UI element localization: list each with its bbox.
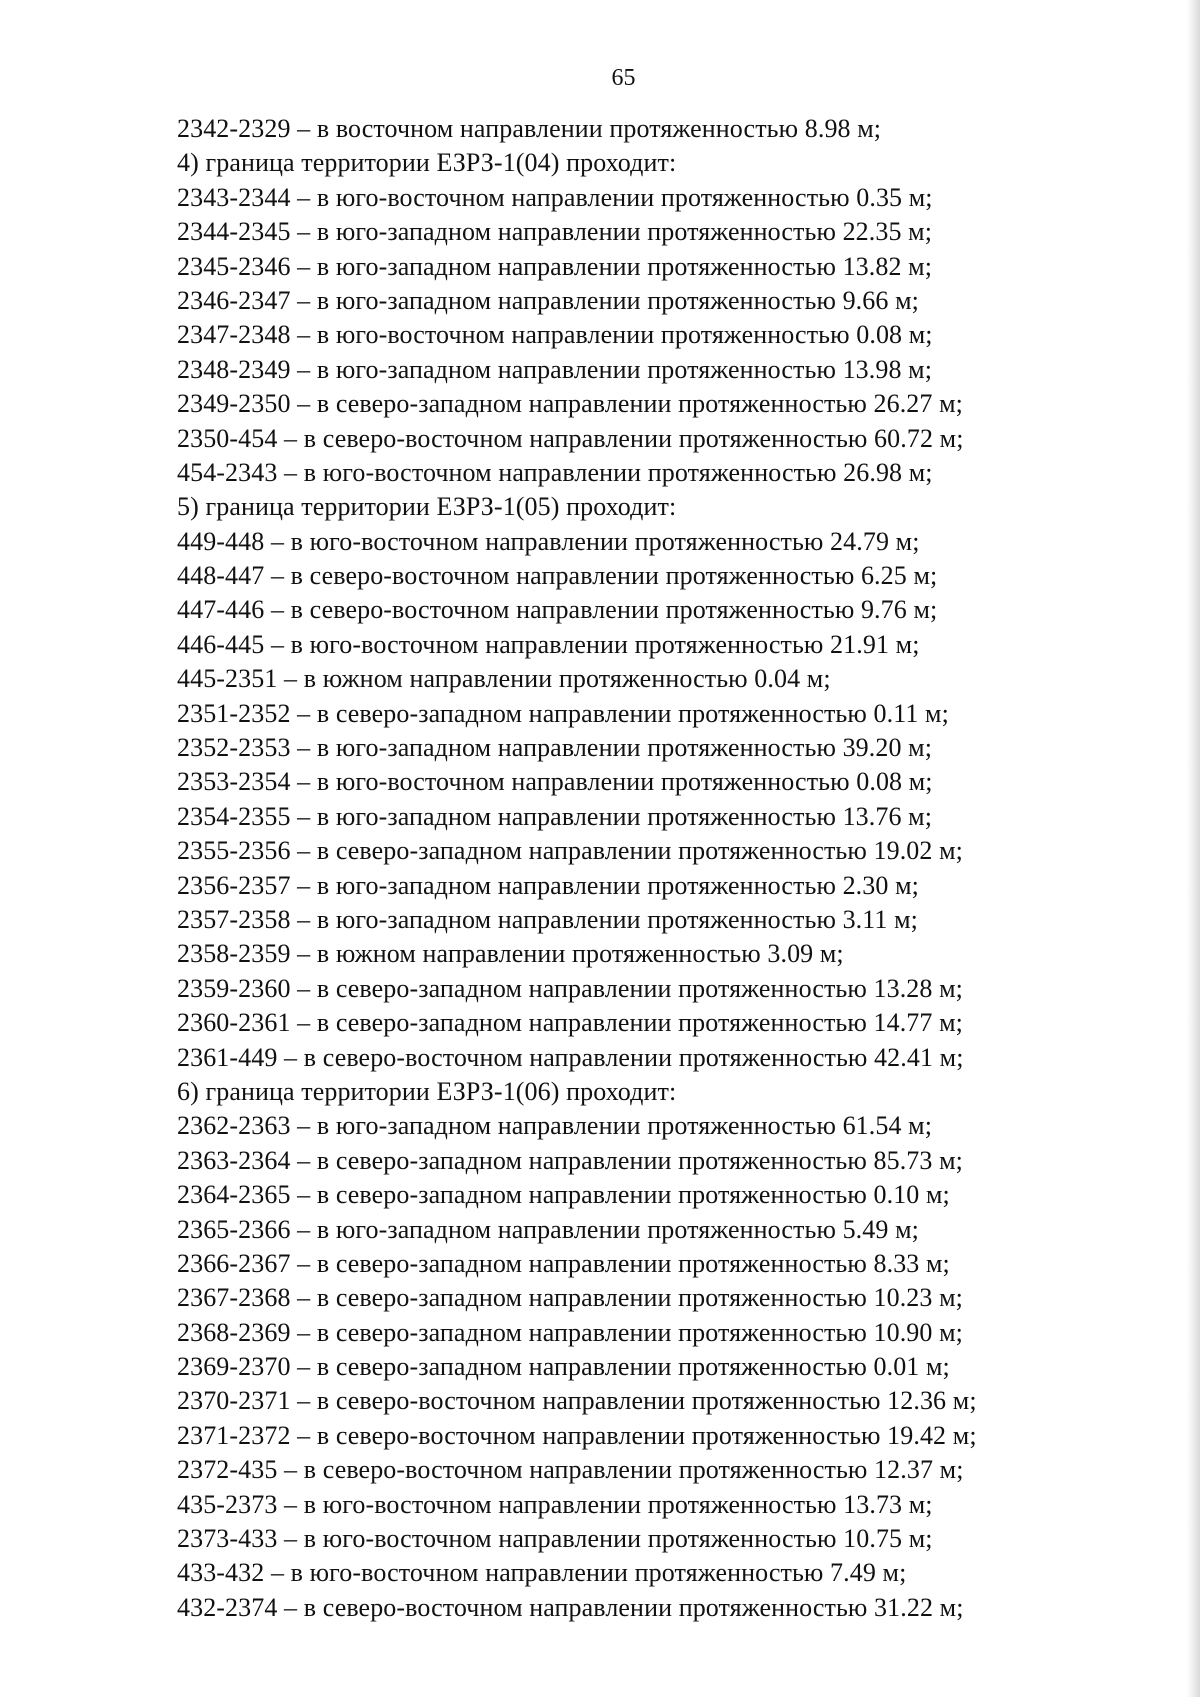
boundary-segment-line: 2344-2345 – в юго-западном направлении протяженностью 22.35 м; xyxy=(177,217,933,247)
boundary-segment-line: 2346-2347 – в юго-западном направлении протяженностью 9.66 м; xyxy=(177,285,919,315)
boundary-segment-line: 2356-2357 – в юго-западном направлении протяженностью 2.30 м; xyxy=(177,870,919,900)
boundary-segment-line: 454-2343 – в юго-восточном направлении протяженностью 26.98 м; xyxy=(177,457,933,487)
section-heading: 6) граница территории ЕЗРЗ-1(06) проходит: xyxy=(177,1076,677,1106)
boundary-segment-line: 2347-2348 – в юго-восточном направлении протяженностью 0.08 м; xyxy=(177,320,933,350)
boundary-segment-line: 2343-2344 – в юго-восточном направлении протяженностью 0.35 м; xyxy=(177,182,933,212)
boundary-segment-line: 2369-2370 – в северо-западном направлении протяженностью 0.01 м; xyxy=(177,1352,950,1382)
boundary-segment-line: 2355-2356 – в северо-западном направлении протяженностью 19.02 м; xyxy=(177,836,963,866)
scan-edge-shadow xyxy=(1186,0,1200,1697)
boundary-segment-line: 2371-2372 – в северо-восточном направлении протяженностью 19.42 м; xyxy=(177,1420,977,1450)
boundary-description-list xyxy=(177,112,1097,1625)
boundary-segment-line: 2363-2364 – в северо-западном направлении протяженностью 85.73 м; xyxy=(177,1145,963,1175)
section-heading: 5) граница территории ЕЗРЗ-1(05) проходит: xyxy=(177,492,677,522)
boundary-segment-line: 435-2373 – в юго-восточном направлении протяженностью 13.73 м; xyxy=(177,1489,933,1519)
boundary-segment-line: 2349-2350 – в северо-западном направлении протяженностью 26.27 м; xyxy=(177,389,963,419)
boundary-segment-line: 2350-454 – в северо-восточном направлении протяженностью 60.72 м; xyxy=(177,423,964,453)
section-heading: 4) граница территории ЕЗРЗ-1(04) проходит: xyxy=(177,148,677,178)
boundary-segment-line: 2345-2346 – в юго-западном направлении протяженностью 13.82 м; xyxy=(177,251,933,281)
boundary-segment-line: 2370-2371 – в северо-восточном направлении протяженностью 12.36 м; xyxy=(177,1386,977,1416)
boundary-segment-line: 2368-2369 – в северо-западном направлении протяженностью 10.90 м; xyxy=(177,1317,963,1347)
boundary-segment-line: 2361-449 – в северо-восточном направлении протяженностью 42.41 м; xyxy=(177,1042,964,1072)
boundary-segment-line: 445-2351 – в южном направлении протяженностью 0.04 м; xyxy=(177,664,831,694)
boundary-segment-line: 2372-435 – в северо-восточном направлении протяженностью 12.37 м; xyxy=(177,1455,964,1485)
boundary-segment-line: 2366-2367 – в северо-западном направлении протяженностью 8.33 м; xyxy=(177,1248,950,1278)
boundary-segment-line: 2365-2366 – в юго-западном направлении протяженностью 5.49 м; xyxy=(177,1214,919,1244)
boundary-segment-line: 432-2374 – в северо-восточном направлении протяженностью 31.22 м; xyxy=(177,1592,964,1622)
boundary-segment-line: 2353-2354 – в юго-восточном направлении протяженностью 0.08 м; xyxy=(177,767,933,797)
boundary-segment-line: 2342-2329 – в восточном направлении протяженностью 8.98 м; xyxy=(177,114,882,143)
boundary-segment-line: 2351-2352 – в северо-западном направлении протяженностью 0.11 м; xyxy=(177,698,949,728)
boundary-segment-line: 2364-2365 – в северо-западном направлении протяженностью 0.10 м; xyxy=(177,1180,950,1210)
boundary-segment-line: 2352-2353 – в юго-западном направлении протяженностью 39.20 м; xyxy=(177,733,933,763)
boundary-segment-line: 448-447 – в северо-восточном направлении протяженностью 6.25 м; xyxy=(177,561,938,591)
boundary-segment-line: 446-445 – в юго-восточном направлении протяженностью 21.91 м; xyxy=(177,629,920,659)
boundary-segment-line: 2348-2349 – в юго-западном направлении протяженностью 13.98 м; xyxy=(177,354,933,384)
boundary-segment-line: 2367-2368 – в северо-западном направлении протяженностью 10.23 м; xyxy=(177,1283,963,1313)
boundary-segment-line: 447-446 – в северо-восточном направлении протяженностью 9.76 м; xyxy=(177,595,938,625)
boundary-segment-line: 2360-2361 – в северо-западном направлении протяженностью 14.77 м; xyxy=(177,1008,963,1038)
boundary-segment-line: 2358-2359 – в южном направлении протяженностью 3.09 м; xyxy=(177,939,844,969)
boundary-segment-line: 2362-2363 – в юго-западном направлении протяженностью 61.54 м; xyxy=(177,1111,933,1141)
page-number: 65 xyxy=(611,65,636,91)
boundary-segment-line: 449-448 – в юго-восточном направлении протяженностью 24.79 м; xyxy=(177,526,920,556)
boundary-segment-line: 2359-2360 – в северо-западном направлении протяженностью 13.28 м; xyxy=(177,973,963,1003)
boundary-segment-line: 2354-2355 – в юго-западном направлении протяженностью 13.76 м; xyxy=(177,801,933,831)
boundary-segment-line: 433-432 – в юго-восточном направлении протяженностью 7.49 м; xyxy=(177,1558,907,1588)
boundary-segment-line: 2373-433 – в юго-восточном направлении протяженностью 10.75 м; xyxy=(177,1524,933,1554)
boundary-segment-line: 2357-2358 – в юго-западном направлении протяженностью 3.11 м; xyxy=(177,904,918,934)
